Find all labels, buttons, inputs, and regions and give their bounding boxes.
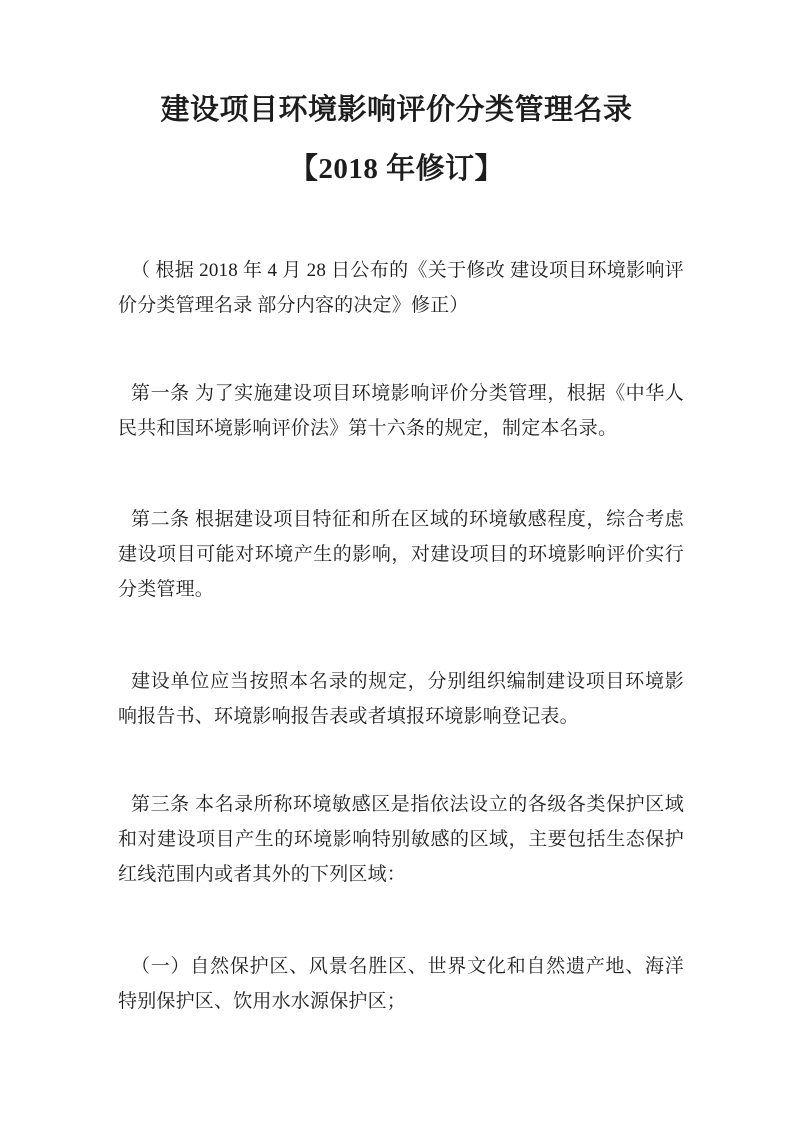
paragraph-article-2-continued: 建设单位应当按照本名录的规定，分别组织编制建设项目环境影响报告书、环境影响报告表或者填报环境影响登记表。: [118, 671, 684, 727]
paragraph-article-3: 第三条 本名录所称环境敏感区是指依法设立的各级各类保护区域和对建设项目产生的环境影响特别敏感的区域，主要包括生态保护红线范围内或者其外的下列区域：: [118, 794, 684, 885]
paragraph-article-1: 第一条 为了实施建设项目环境影响评价分类管理，根据《中华人民共和国环境影响评价法》第十六条的规定，制定本名录。: [118, 383, 684, 439]
paragraph-item-1-sensitive-areas: （一）自然保护区、风景名胜区、世界文化和自然遗产地、海洋特别保护区、饮用水水源保护区；: [118, 956, 684, 1012]
document-title: 建设项目环境影响评价分类管理名录: [160, 94, 633, 126]
paragraph-article-2: 第二条 根据建设项目特征和所在区域的环境敏感程度，综合考虑建设项目可能对环境产生的影响，对建设项目的环境影响评价实行分类管理。: [118, 509, 684, 600]
document-subtitle-revision-year: 【2018 年修订】: [288, 153, 505, 185]
paragraph-revision-note: （ 根据 2018 年 4 月 28 日公布的《关于修改 建设项目环境影响评价分类管理名录 部分内容的决定》修正）: [118, 260, 684, 316]
